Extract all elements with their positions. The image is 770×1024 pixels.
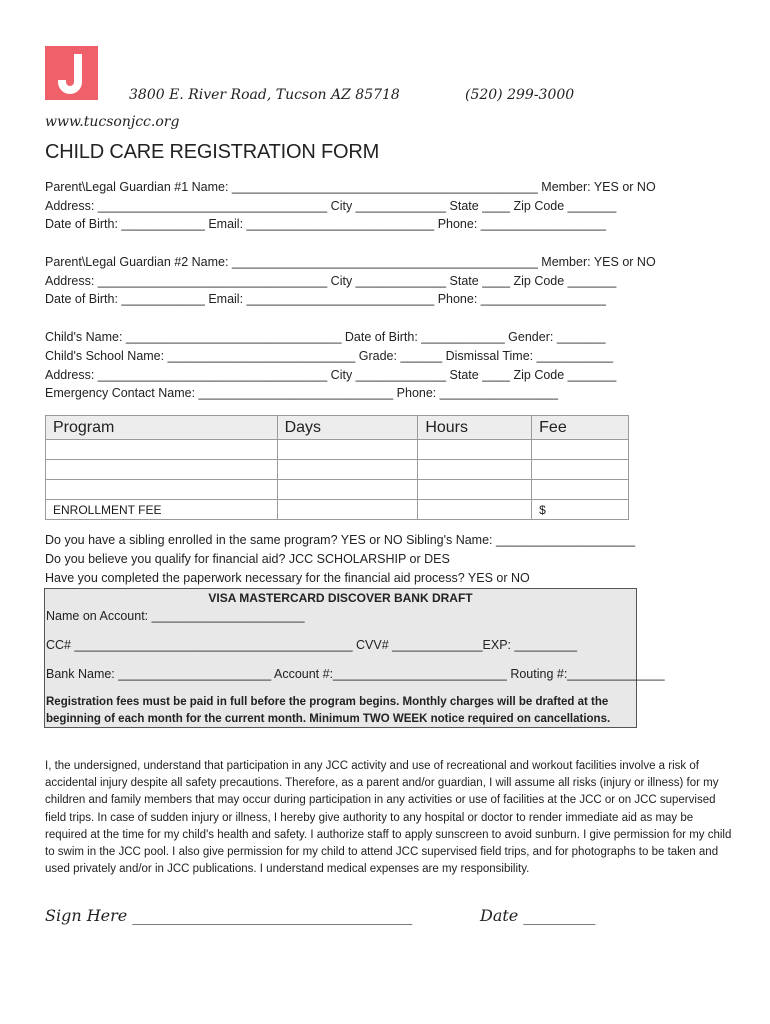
table-row[interactable] [46,460,629,480]
account-name-line[interactable]: Name on Account: ______________________ [46,609,305,623]
hours-cell [418,500,532,520]
child-school-line[interactable]: Child's School Name: ___________________________ Grade: ______ Dismissal Time: ___________ [45,349,614,363]
days-cell[interactable] [277,440,418,460]
days-cell [277,500,418,520]
enrollment-fee-label: ENROLLMENT FEE [46,500,278,520]
emergency-contact-line[interactable]: Emergency Contact Name: ____________________________ Phone: _________________ [45,386,558,400]
j-letter-icon [45,46,98,100]
jcc-logo [45,46,98,100]
table-row[interactable] [46,480,629,500]
fee-cell[interactable] [532,440,629,460]
header-fee: Fee [532,416,629,440]
fee-cell[interactable] [532,460,629,480]
liability-waiver: I, the undersigned, understand that participation in any JCC activity and use of recreational and workout facilities involve a risk of accidental injury despite all safety precautions. Therefore, as a parent and/or guardian, I will assume all risks (injury or illness) for my children and family members that may occur during participation in any activities or use of facilities at the JCC or on JCC supervised field trips. In case of sudden injury or illness, I hereby give authority to any hospital or doctor to render immediate aid as may be required at the time for my child's health and safety. I authorize staff to apply sunscreen to avoid sunburn. I give permission for my child to swim in the JCC pool. I also give permission for my child to attend JCC supervised field trips, and for photographs to be taken and used privately and/or in JCC publications. I understand medical expenses are my responsibility. [45,760,732,876]
hours-cell[interactable] [418,440,532,460]
guardian1-contact-line[interactable]: Date of Birth: ____________ Email: ___________________________ Phone: __________________ [45,217,606,231]
signature-field[interactable]: Sign Here ___________________________________ [45,906,413,925]
program-table-header [46,416,629,440]
child-name-line[interactable]: Child's Name: _______________________________ Date of Birth: ____________ Gender: _______ [45,330,606,344]
days-cell[interactable] [277,480,418,500]
hours-cell[interactable] [418,480,532,500]
enrollment-fee-value[interactable]: $ [532,500,629,520]
guardian1-name-line[interactable]: Parent\Legal Guardian #1 Name: ____________________________________________ Member: YES or NO [45,180,656,194]
guardian2-address-line[interactable]: Address: _________________________________ City _____________ State ____ Zip Code _______ [45,274,617,288]
program-cell[interactable] [46,480,278,500]
program-table [45,415,629,520]
payment-box [44,588,665,728]
payment-note-line2: beginning of each month for the current month. Minimum TWO WEEK notice required on cancellations. [46,713,611,725]
child-address-line[interactable]: Address: _________________________________ City _____________ State ____ Zip Code _______ [45,368,617,382]
days-cell[interactable] [277,460,418,480]
guardian2-contact-line[interactable]: Date of Birth: ____________ Email: ___________________________ Phone: __________________ [45,292,606,306]
header-phone: (520) 299-3000 [465,87,575,103]
program-cell[interactable] [46,440,278,460]
table-row[interactable] [46,440,629,460]
date-field[interactable]: Date _________ [480,906,596,925]
payment-note-line1: Registration fees must be paid in full before the program begins. Monthly charges will be drafted at the [46,696,609,708]
sibling-question[interactable]: Do you have a sibling enrolled in the same program? YES or NO Sibling's Name: ____________________ [45,533,636,547]
header-website[interactable]: www.tucsonjcc.org [45,114,180,130]
header-hours: Hours [418,416,532,440]
enrollment-fee-row[interactable] [46,500,629,520]
guardian1-address-line[interactable]: Address: _________________________________ City _____________ State ____ Zip Code _______ [45,199,617,213]
form-title: CHILD CARE REGISTRATION FORM [45,141,380,163]
guardian2-name-line[interactable]: Parent\Legal Guardian #2 Name: ____________________________________________ Member: YES or NO [45,255,656,269]
financial-aid-question[interactable]: Do you believe you qualify for financial aid? JCC SCHOLARSHIP or DES [45,552,450,566]
bank-line[interactable]: Bank Name: ______________________ Account #:_________________________ Routing #:______________ [46,667,665,681]
paperwork-question[interactable]: Have you completed the paperwork necessary for the financial aid process? YES or NO [45,571,530,585]
payment-methods[interactable]: VISA MASTERCARD DISCOVER BANK DRAFT [208,591,473,605]
hours-cell[interactable] [418,460,532,480]
header-address: 3800 E. River Road, Tucson AZ 85718 [129,87,400,103]
card-line[interactable]: CC# ________________________________________ CVV# _____________EXP: _________ [46,638,578,652]
program-cell[interactable] [46,460,278,480]
fee-cell[interactable] [532,480,629,500]
header-program: Program [46,416,278,440]
header-days: Days [277,416,418,440]
